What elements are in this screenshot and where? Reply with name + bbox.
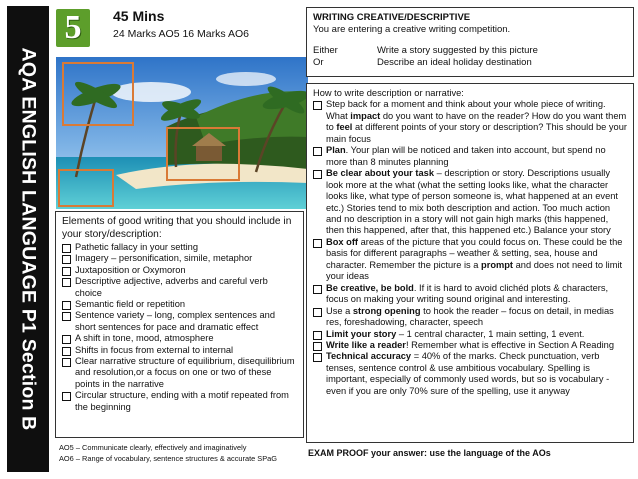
- focus-box-sea: [58, 169, 114, 207]
- list-item: Shifts in focus from external to internal: [62, 345, 297, 356]
- list-item: Sentence variety – long, complex sentences and short sentences for pace and dramatic effect: [62, 310, 297, 333]
- howto-panel: [306, 83, 634, 443]
- ao5-text: AO5 – Communicate clearly, effectively and imaginatively: [59, 443, 247, 452]
- list-item: Step back for a moment and think about your whole piece of writing. What impact do you want to have on the reader? How do you want them to feel at different points of your story or description? This should be your main focus: [313, 99, 627, 145]
- section-number-badge: [56, 9, 90, 47]
- marks-allocation: 24 Marks AO5 16 Marks AO6: [113, 28, 249, 40]
- sidebar-title: AQA ENGLISH LANGUAGE P1 Section B: [17, 47, 40, 431]
- elements-title: Elements of good writing that you should include in your story/description:: [62, 216, 292, 240]
- list-item: Box off areas of the picture that you could focus on. These could be the basis for different paragraphs – weather & setting, sea, house and character. Remember the picture is a prompt and does not need to limit your ideas: [313, 237, 627, 283]
- list-item: Pathetic fallacy in your setting: [62, 242, 297, 253]
- task-title: WRITING CREATIVE/DESCRIPTIVE: [313, 12, 471, 23]
- list-item: Use a strong opening to hook the reader – focus on detail, in medias res, foreshadowing, character, speech: [313, 306, 627, 329]
- list-item: Be creative, be bold. If it is hard to avoid clichéd plots & characters, focus on making your writing sound original and interesting.: [313, 283, 627, 306]
- exam-proof-note: EXAM PROOF your answer: use the language of the AOs: [308, 448, 551, 458]
- either-text: Write a story suggested by this picture: [377, 45, 538, 56]
- or-label: Or: [313, 57, 324, 68]
- option-or: [313, 57, 627, 69]
- list-item: Write like a reader! Remember what is effective in Section A Reading: [313, 340, 627, 351]
- section-number: 5: [64, 9, 82, 46]
- task-intro: You are entering a creative writing competition.: [313, 24, 511, 35]
- list-item: Juxtaposition or Oxymoron: [62, 265, 297, 276]
- elements-list: [62, 242, 297, 413]
- howto-list: [313, 99, 627, 397]
- beach-picture: [56, 57, 308, 209]
- list-item: A shift in tone, mood, atmosphere: [62, 333, 297, 344]
- list-item: Be clear about your task – description or story. Descriptions usually look more at the what (what the setting looks like, what the character looks like, what type of person someone is, what happened at an event etc.) Stories tend to mix both description and action. Too much action and no description in a story will not gain high marks (this happened, then this happened, after that, this happened etc.) Balance your story: [313, 168, 627, 237]
- time-allowance: 45 Mins: [113, 8, 165, 24]
- list-item: Descriptive adjective, adverbs and careful verb choice: [62, 276, 297, 299]
- list-item: Semantic field or repetition: [62, 299, 297, 310]
- option-either: [313, 45, 627, 57]
- list-item: Imagery – personification, simile, metaphor: [62, 253, 297, 264]
- list-item: Plan. Your plan will be noticed and taken into account, but spend no more than 8 minutes planning: [313, 145, 627, 168]
- or-text: Describe an ideal holiday destination: [377, 57, 532, 68]
- focus-box-sky: [62, 62, 134, 126]
- list-item: Clear narrative structure of equilibrium, disequilibrium and resolution,or a focus on one or two of these points in the narrative: [62, 356, 297, 390]
- task-panel: [306, 7, 634, 77]
- list-item: Technical accuracy = 40% of the marks. Check punctuation, verb tenses, sentence control & use ambitious vocabulary. Spelling is important, especially of commonly used words, but so is vocabulary - even if you are only 70% sure of the spelling, use it anyway: [313, 351, 627, 397]
- ao6-text: AO6 – Range of vocabulary, sentence structures & accurate SPaG: [59, 454, 278, 463]
- list-item: Limit your story – 1 central character, 1 main setting, 1 event.: [313, 329, 627, 340]
- list-item: Circular structure, ending with a motif repeated from the beginning: [62, 390, 297, 413]
- elements-panel: [55, 211, 304, 438]
- either-label: Either: [313, 45, 338, 56]
- howto-title: How to write description or narrative:: [313, 88, 464, 98]
- assessment-objectives: [59, 442, 277, 464]
- focus-box-hut: [166, 127, 240, 181]
- sidebar: [7, 6, 49, 472]
